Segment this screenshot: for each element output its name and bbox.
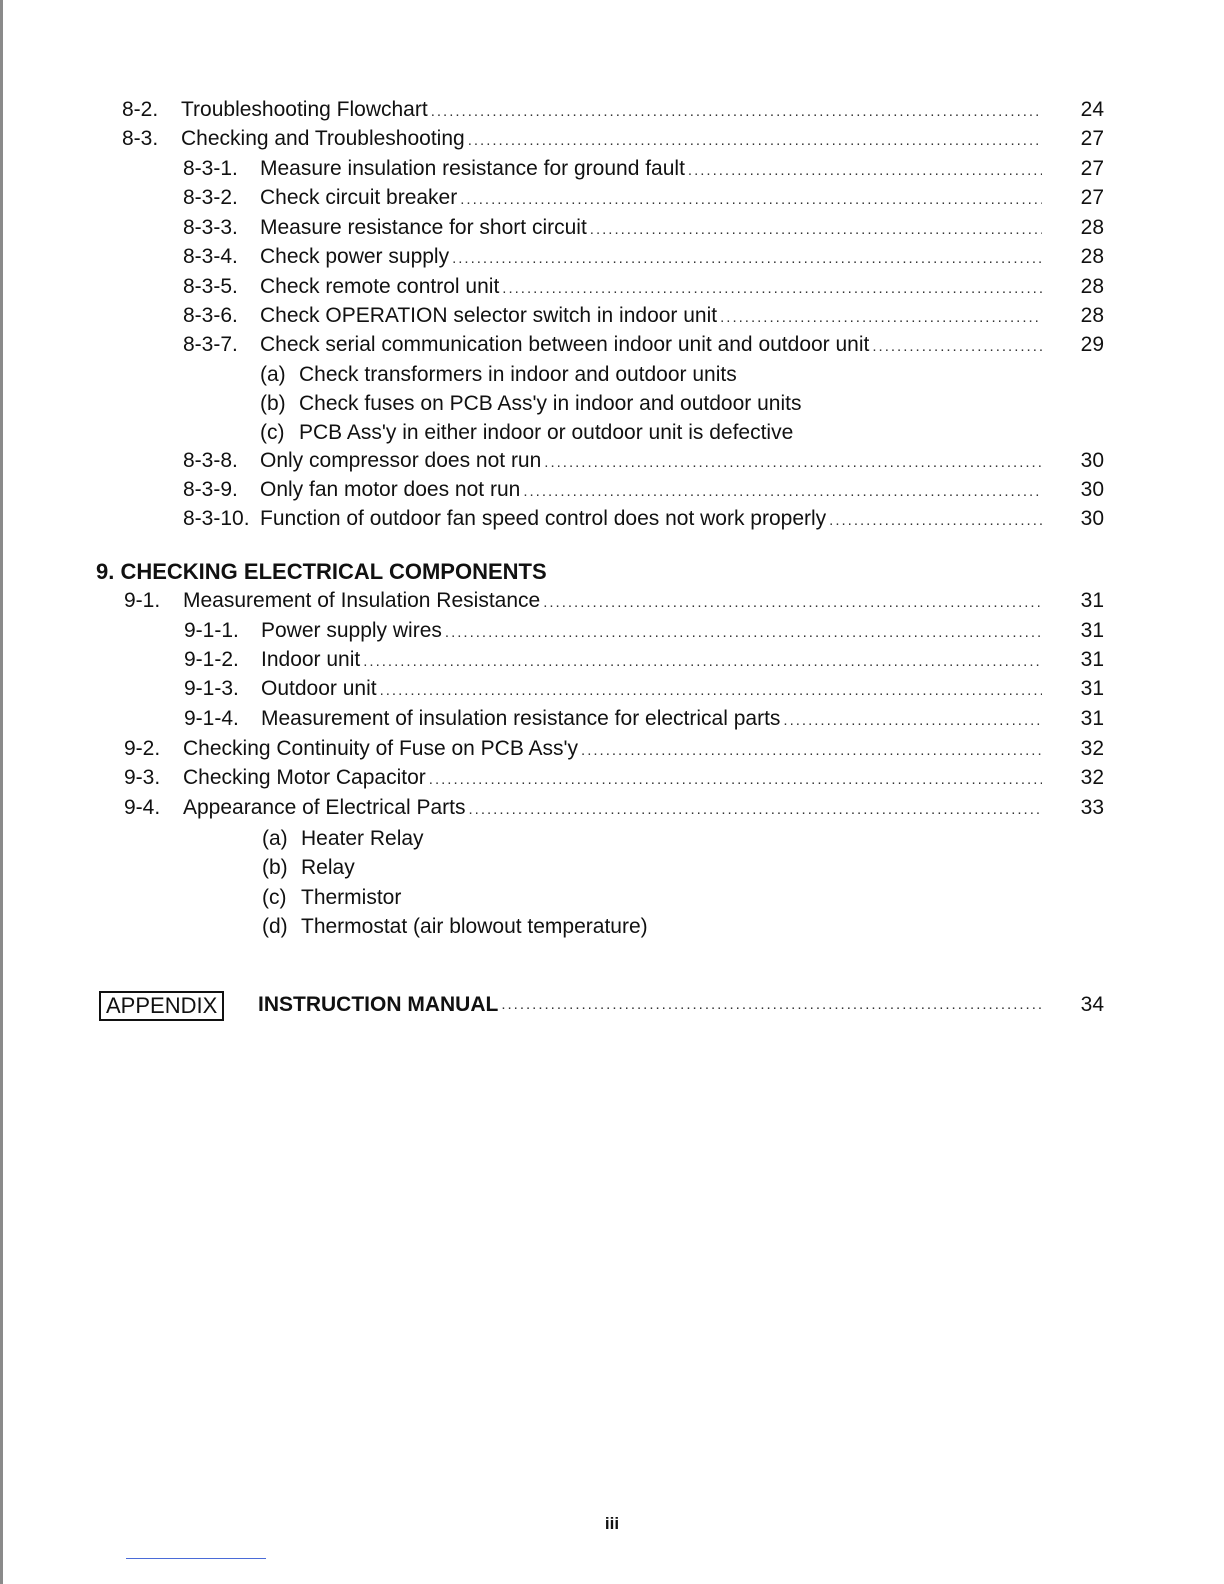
dot-leader	[445, 620, 1042, 646]
sub-item-letter: (b)	[262, 856, 288, 879]
toc-page-number: 34	[1080, 993, 1104, 1016]
toc-title: Check OPERATION selector switch in indoor unit	[260, 304, 718, 327]
toc-title: Outdoor unit	[261, 677, 377, 700]
sub-item-a	[260, 362, 737, 388]
page-left-edge	[0, 0, 3, 1584]
toc-number: 8-3-10.	[183, 507, 250, 530]
toc-title: Only fan motor does not run	[260, 478, 521, 501]
toc-page-number: 31	[1080, 677, 1104, 700]
toc-title: Measurement of Insulation Resistance	[183, 589, 541, 612]
toc-page-number: 28	[1080, 275, 1104, 298]
sub-item-text: Check fuses on PCB Ass'y in indoor and outdoor units	[299, 392, 802, 415]
dot-leader	[468, 128, 1042, 154]
toc-number: 8-3.	[122, 127, 159, 150]
toc-entry-8-2[interactable]	[122, 97, 1042, 125]
toc-title: Checking and Troubleshooting	[181, 127, 465, 150]
toc-entry-8-3-2[interactable]	[183, 185, 1042, 213]
toc-entry-8-3-7[interactable]	[183, 332, 1042, 360]
dot-leader	[783, 708, 1042, 734]
toc-number: 8-3-9.	[183, 478, 238, 501]
toc-entry-8-3[interactable]	[122, 126, 1042, 154]
blue-underline-mark	[126, 1558, 266, 1559]
toc-number: 8-3-3.	[183, 216, 238, 239]
toc-page-number: 30	[1080, 449, 1104, 472]
sub-item-text: PCB Ass'y in either indoor or outdoor unit is defective	[299, 421, 794, 444]
toc-number: 8-3-4.	[183, 245, 238, 268]
toc-page-number: 30	[1080, 478, 1104, 501]
toc-number: 8-3-7.	[183, 333, 238, 356]
sub-item-text: Thermostat (air blowout temperature)	[301, 915, 648, 938]
appendix-label-box: APPENDIX	[99, 991, 224, 1021]
section-heading-9[interactable]: 9. CHECKING ELECTRICAL COMPONENTS	[96, 559, 547, 584]
toc-number: 9-1-1.	[184, 619, 239, 642]
toc-title: INSTRUCTION MANUAL	[258, 993, 499, 1016]
toc-entry-9-1-1[interactable]	[184, 618, 1042, 646]
toc-number: 9-4.	[124, 796, 161, 819]
toc-title: Only compressor does not run	[260, 449, 542, 472]
toc-entry-9-1-2[interactable]	[184, 647, 1042, 675]
sub-item-letter: (a)	[260, 363, 286, 386]
toc-page-number: 31	[1080, 589, 1104, 612]
toc-entry-9-2[interactable]	[124, 736, 1042, 764]
toc-page-number: 32	[1080, 766, 1104, 789]
toc-page-number: 24	[1080, 98, 1104, 121]
dot-leader	[363, 649, 1042, 675]
toc-page-number: 29	[1080, 333, 1104, 356]
toc-title: Indoor unit	[261, 648, 361, 671]
toc-page-number: 33	[1080, 796, 1104, 819]
sub-item-text: Relay	[301, 856, 355, 879]
toc-number: 9-1-3.	[184, 677, 239, 700]
dot-leader	[429, 767, 1042, 793]
sub-item-text: Check transformers in indoor and outdoor units	[299, 363, 737, 386]
toc-page-number: 27	[1080, 186, 1104, 209]
sub-item-letter: (c)	[262, 886, 287, 909]
sub-item-text: Heater Relay	[301, 827, 424, 850]
toc-number: 8-3-6.	[183, 304, 238, 327]
toc-title: Check remote control unit	[260, 275, 500, 298]
toc-number: 8-3-1.	[183, 157, 238, 180]
toc-title: Measure insulation resistance for ground fault	[260, 157, 685, 180]
sub-item-letter: (b)	[260, 392, 286, 415]
toc-page-number: 31	[1080, 707, 1104, 730]
toc-number: 9-3.	[124, 766, 161, 789]
toc-entry-8-3-6[interactable]	[183, 303, 1042, 331]
page-footer-number: iii	[604, 1514, 620, 1533]
dot-leader	[543, 590, 1042, 616]
toc-title: Check circuit breaker	[260, 186, 458, 209]
dot-leader	[468, 797, 1042, 823]
sub-item-text: Thermistor	[301, 886, 402, 909]
dot-leader	[590, 217, 1042, 243]
toc-entry-8-3-4[interactable]	[183, 244, 1042, 272]
toc-page-number: 28	[1080, 245, 1104, 268]
toc-entry-8-3-3[interactable]	[183, 215, 1042, 243]
toc-entry-9-1[interactable]	[124, 588, 1042, 616]
sub-item-c	[262, 885, 401, 911]
sub-item-a	[262, 826, 424, 852]
toc-entry-9-3[interactable]	[124, 765, 1042, 793]
toc-entry-8-3-8[interactable]	[183, 448, 1042, 476]
sub-item-d	[262, 914, 648, 940]
toc-number: 9-1-4.	[184, 707, 239, 730]
toc-number: 8-3-5.	[183, 275, 238, 298]
toc-entry-appendix[interactable]	[258, 992, 1042, 1018]
dot-leader	[829, 508, 1042, 534]
dot-leader	[431, 99, 1042, 125]
toc-page-number: 28	[1080, 216, 1104, 239]
toc-number: 9-2.	[124, 737, 161, 760]
toc-number: 8-3-8.	[183, 449, 238, 472]
toc-entry-9-1-3[interactable]	[184, 676, 1042, 704]
dot-leader	[688, 158, 1042, 184]
sub-item-letter: (a)	[262, 827, 288, 850]
toc-page-number: 32	[1080, 737, 1104, 760]
toc-number: 9-1-2.	[184, 648, 239, 671]
toc-title: Function of outdoor fan speed control does not work properly	[260, 507, 827, 530]
toc-entry-8-3-5[interactable]	[183, 274, 1042, 302]
toc-number: 8-2.	[122, 98, 159, 121]
sub-item-b	[260, 391, 801, 417]
dot-leader	[380, 678, 1042, 704]
toc-entry-8-3-9[interactable]	[183, 477, 1042, 505]
toc-title: Checking Motor Capacitor	[183, 766, 426, 789]
sub-item-b	[262, 855, 355, 881]
sub-item-letter: (c)	[260, 421, 285, 444]
toc-entry-8-3-10[interactable]	[183, 506, 1042, 534]
toc-number: 8-3-2.	[183, 186, 238, 209]
toc-title: Measure resistance for short circuit	[260, 216, 587, 239]
toc-page-number: 28	[1080, 304, 1104, 327]
toc-entry-8-3-1[interactable]	[183, 156, 1042, 184]
dot-leader	[460, 187, 1042, 213]
dot-leader	[720, 305, 1042, 331]
toc-title: Check power supply	[260, 245, 450, 268]
toc-title: Troubleshooting Flowchart	[181, 98, 428, 121]
toc-page-number: 27	[1080, 157, 1104, 180]
toc-title: Measurement of insulation resistance for electrical parts	[261, 707, 781, 730]
dot-leader	[544, 450, 1042, 476]
toc-page-number: 27	[1080, 127, 1104, 150]
toc-title: Checking Continuity of Fuse on PCB Ass'y	[183, 737, 579, 760]
toc-title: Appearance of Electrical Parts	[183, 796, 466, 819]
toc-entry-9-4[interactable]	[124, 795, 1042, 823]
toc-page-number: 31	[1080, 619, 1104, 642]
dot-leader	[581, 738, 1042, 764]
toc-page-number: 31	[1080, 648, 1104, 671]
toc-number: 9-1.	[124, 589, 161, 612]
dot-leader	[523, 479, 1042, 505]
toc-title: Power supply wires	[261, 619, 442, 642]
dot-leader	[501, 992, 1042, 1018]
sub-item-letter: (d)	[262, 915, 288, 938]
dot-leader	[872, 334, 1042, 360]
toc-page-number: 30	[1080, 507, 1104, 530]
toc-title: Check serial communication between indoor unit and outdoor unit	[260, 333, 870, 356]
dot-leader	[452, 246, 1042, 272]
dot-leader	[502, 276, 1042, 302]
sub-item-c	[260, 420, 793, 446]
toc-entry-9-1-4[interactable]	[184, 706, 1042, 734]
